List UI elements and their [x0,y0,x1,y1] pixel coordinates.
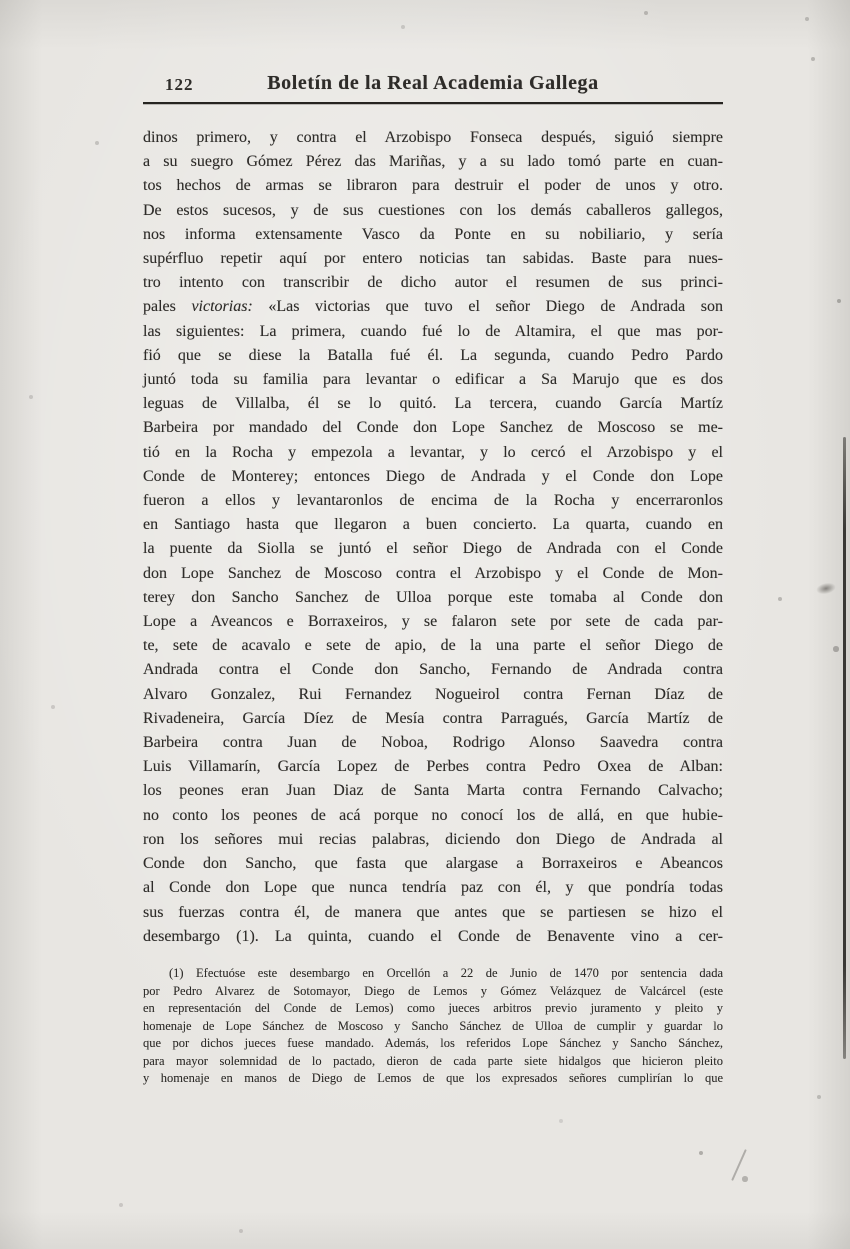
text-line: Conde don Sancho, que fasta que alargase a Borraxeiros e Abeancos [143,855,723,873]
header-rule [143,102,723,104]
text-line: Rivadeneira, García Díez de Mesía contra Parragués, García Martíz de [143,709,723,727]
journal-title: Boletín de la Real Academia Gallega [267,72,599,94]
text-line: nos informa extensamente Vasco da Ponte en su nobiliario, y sería [143,225,723,243]
text-line: fueron a ellos y levantaronlos de encima de la Rocha y encerraronlos [143,492,723,510]
text-line: pales victorias: «Las victorias que tuvo el señor Diego de Andrada son [143,298,724,316]
text-line: ron los señores mui recias palabras, diciendo don Diego de Andrada al [143,830,723,848]
text-line: juntó toda su familia para levantar o edificar a Sa Marujo que es dos [143,371,723,389]
text-line: desembargo (1). La quinta, cuando el Conde de Benavente vino a cer- [143,927,723,945]
text-line: homenaje de Lope Sánchez de Moscoso y Sancho Sánchez de Ulloa de cumplir y guardar lo [143,1018,723,1033]
text-line: que por dichos jueces fuese mandado. Además, los referidos Lope Sánchez y Sancho Sánchez, [143,1036,723,1051]
page-header [143,72,723,98]
text-line: en Santiago hasta que llegaron a buen concierto. La quarta, cuando en [143,516,723,534]
scan-noise-speckles [0,0,2,2]
text-line: no conto los peones de acá porque no conocí los de allá, en que hubie- [143,806,723,824]
text-line: los peones eran Juan Diaz de Santa Marta contra Fernando Calvacho; [143,782,723,800]
text-line: De estos sucesos, y de sus cuestiones con los demás caballeros gallegos, [143,201,723,219]
text-line: te, sete de acavalo e sete de apio, de la una parte el señor Diego de [143,637,723,655]
text-line: al Conde don Lope que nunca tendría paz con él, y que pondría todas [143,879,723,897]
text-line: (1) Efectuóse este desembargo en Orcellón a 22 de Junio de 1470 por sentencia dada [169,965,723,980]
text-line: supérfluo repetir aquí por entero noticias tan sabidas. Baste para nues- [143,250,723,268]
page-content [143,72,723,1088]
scan-artifact-edge-line [843,437,846,1059]
text-line: Luis Villamarín, García Lopez de Perbes contra Pedro Oxea de Alban: [143,758,723,776]
text-line: Lope a Aveancos e Borraxeiros, y se falaron sete por sete de cada par- [143,613,723,631]
scan-artifact-smudge [815,581,837,596]
text-line: Alvaro Gonzalez, Rui Fernandez Nogueirol contra Fernan Díaz de [143,685,723,703]
text-line: para mayor solemnidad de lo pactado, dieron de cada parte siete hidalgos que hicieron pleito [143,1053,723,1068]
scan-artifact-scratch [731,1149,747,1181]
text-line: fió que se diese la Batalla fué él. La segunda, cuando Pedro Pardo [143,346,723,364]
text-line: don Lope Sanchez de Moscoso contra el Arzobispo y el Conde de Mon- [143,564,723,582]
text-line: Barbeira contra Juan de Noboa, Rodrigo Alonso Saavedra contra [143,734,723,752]
text-line: tos hechos de armas se libraron para destruir el poder de unos y otro. [143,177,723,195]
text-line: terey don Sancho Sanchez de Ulloa porque este tomaba al Conde don [143,588,723,606]
text-line: leguas de Villalba, él se lo quitó. La tercera, cuando García Martíz [143,395,723,413]
text-line: tió en la Rocha y empezola a levantar, y lo cercó el Arzobispo y el [143,443,723,461]
text-line: tro intento con transcribir de dicho autor el resumen de sus princi- [143,274,723,292]
text-line: dinos primero, y contra el Arzobispo Fonseca después, siguió siempre [143,129,723,146]
text-line: sus fuerzas contra él, de manera que antes que se partiesen se hizo el [143,903,723,921]
text-line: por Pedro Alvarez de Sotomayor, Diego de Lemos y Gómez Velázquez de Valcárcel (este [143,983,723,998]
text-line: Barbeira por mandado del Conde don Lope Sanchez de Moscoso se me- [143,419,723,437]
text-line: a su suegro Gómez Pérez das Mariñas, y a su lado tomó parte en cuan- [143,153,723,171]
page-number: 122 [165,75,194,94]
text-line: Andrada contra el Conde don Sancho, Fernando de Andrada contra [143,661,723,679]
text-line: y homenaje en manos de Diego de Lemos de que los expresados señores cumplirían lo que [143,1071,723,1086]
text-line: en representación del Conde de Lemos) como jueces arbitros previo juramento y pleito y [143,1001,723,1016]
text-line: las siguientes: La primera, cuando fué lo de Altamira, el que mas por- [143,322,723,340]
body-text [143,126,723,949]
text-line: Conde de Monterey; entonces Diego de Andrada y el Conde don Lope [143,467,723,485]
text-line: la puente da Siolla se juntó el señor Diego de Andrada con el Conde [143,540,723,558]
footnote [143,965,723,1088]
